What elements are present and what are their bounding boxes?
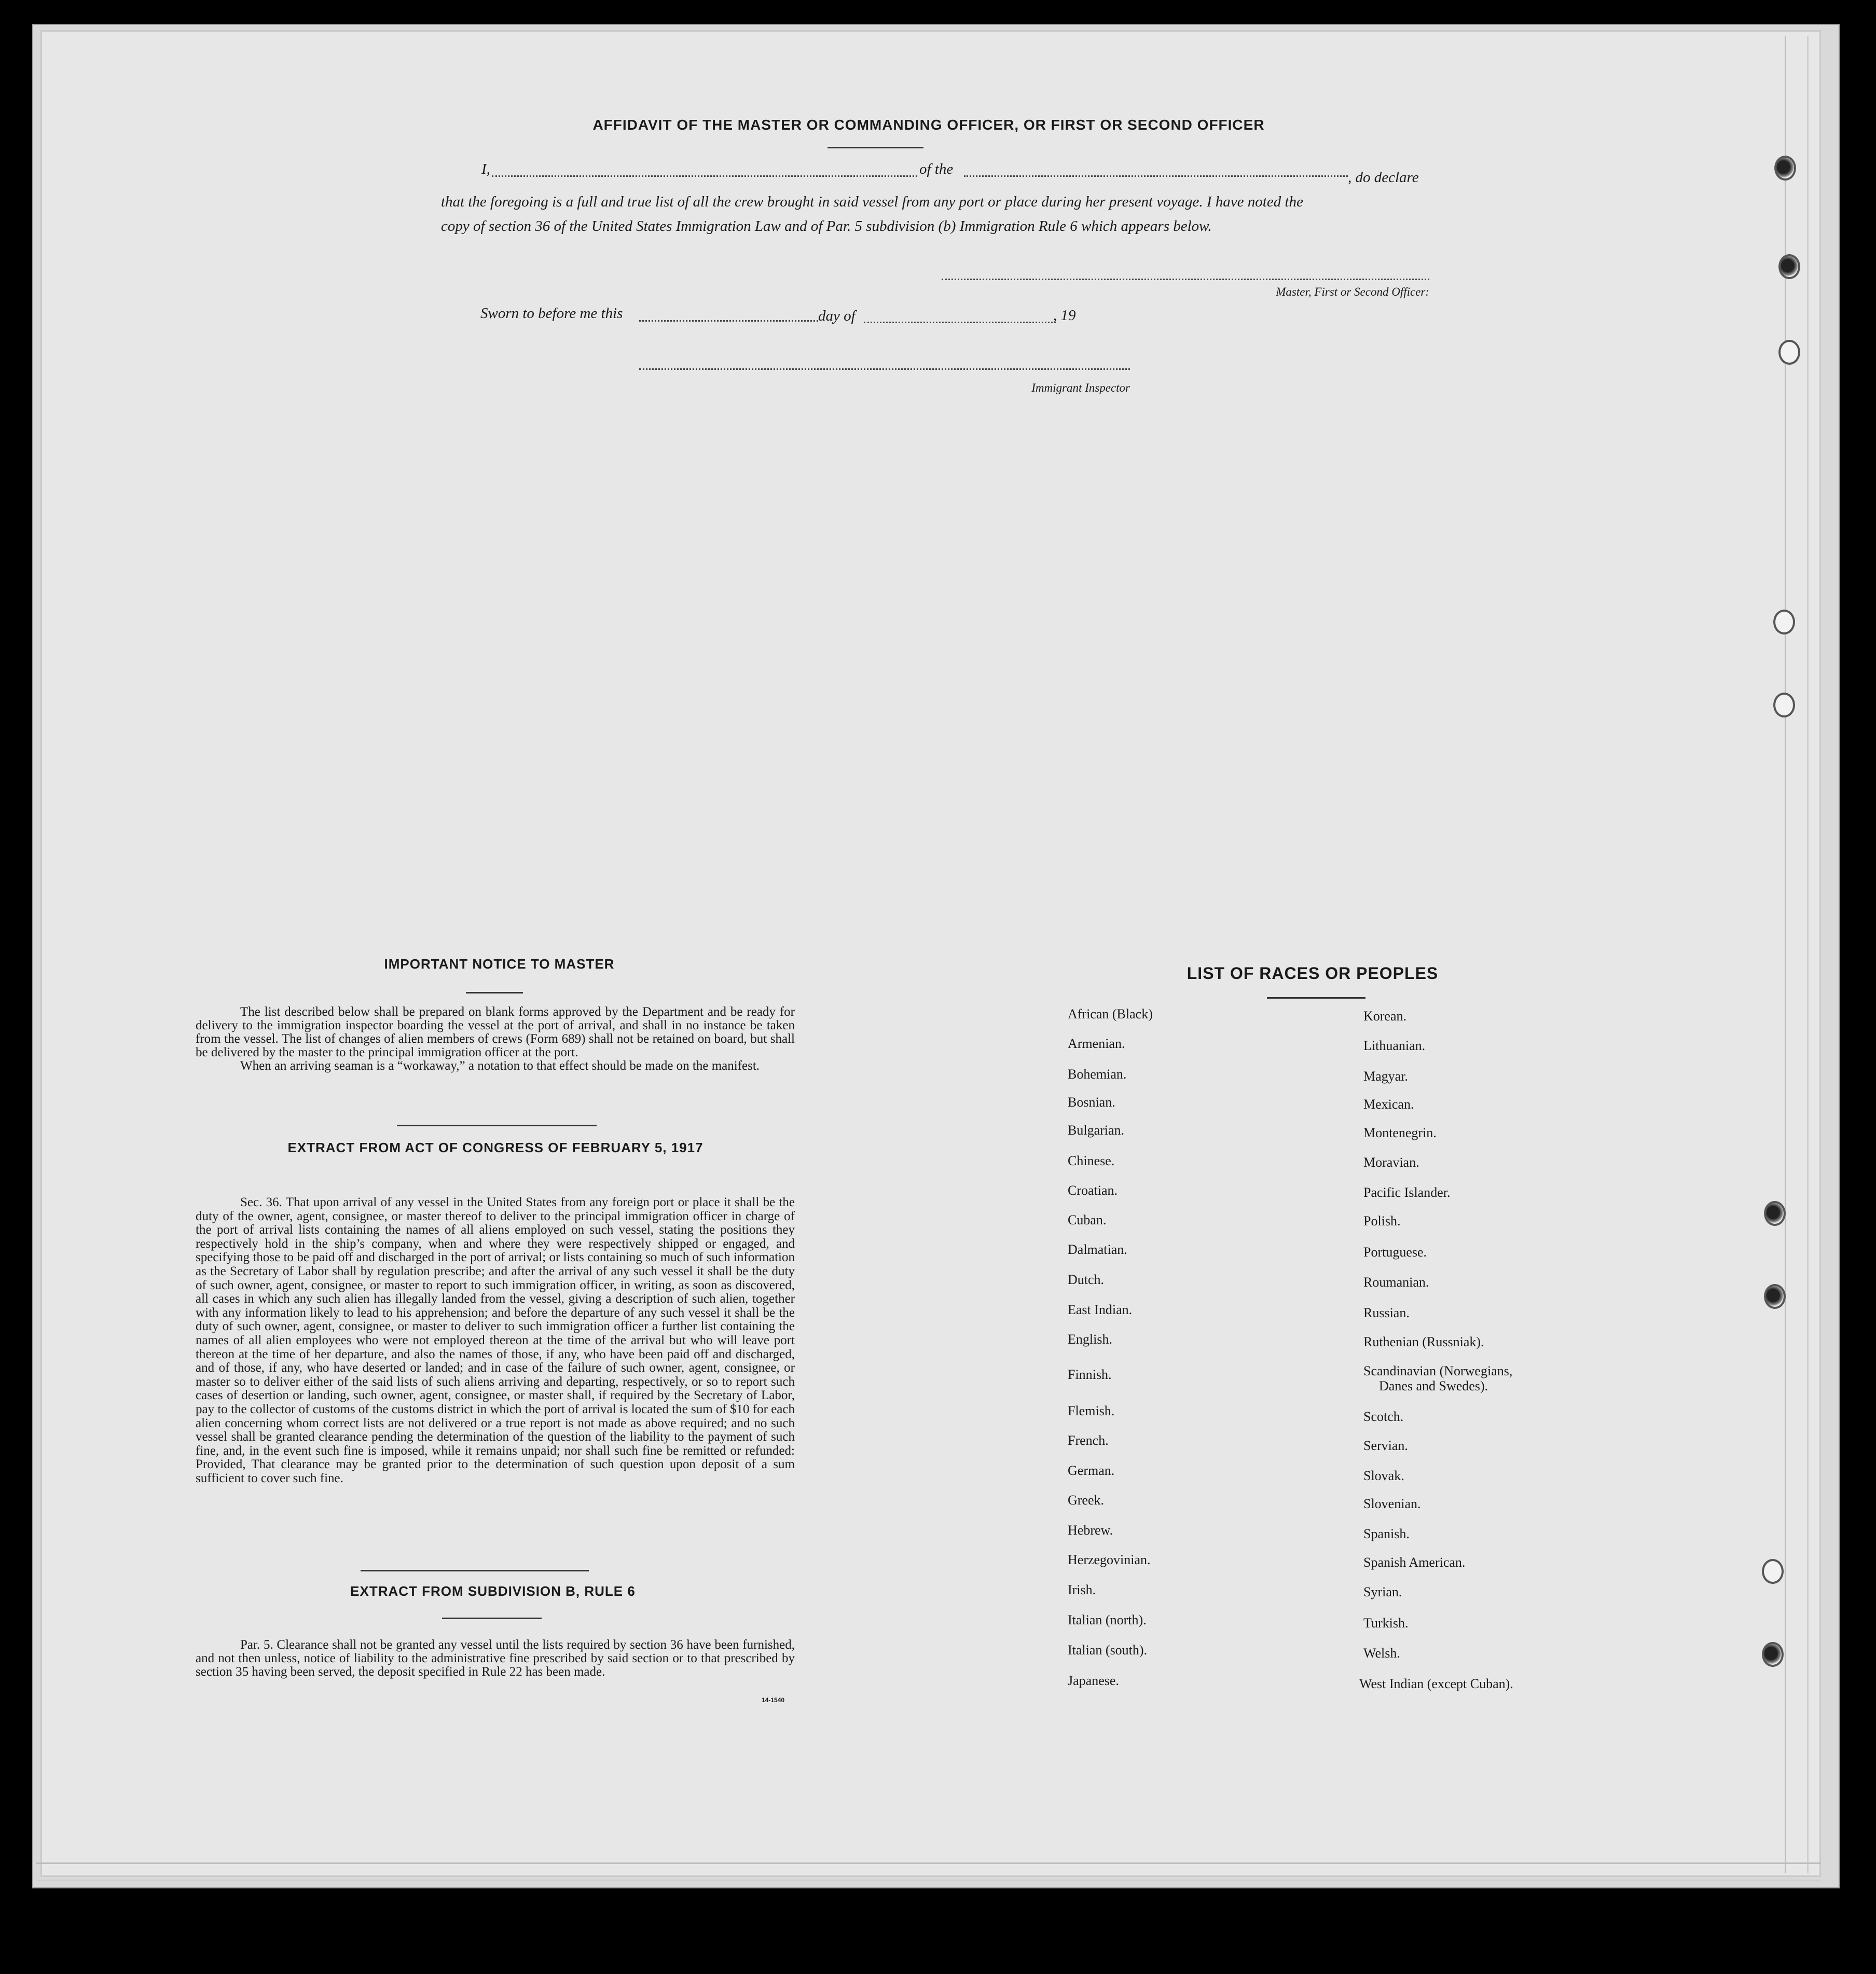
race-item: Roumanian.	[1363, 1275, 1429, 1290]
rule-body	[196, 1638, 795, 1679]
race-item: Ruthenian (Russniak).	[1363, 1334, 1484, 1349]
race-item: Italian (south).	[1068, 1642, 1148, 1658]
declare-label: , do declare	[1348, 169, 1419, 186]
sworn-label: Sworn to before me this	[480, 305, 623, 322]
page-edge	[1785, 36, 1809, 1873]
race-item: Dalmatian.	[1068, 1242, 1127, 1257]
sworn-day-field[interactable]	[639, 320, 818, 322]
race-item: Turkish.	[1363, 1616, 1409, 1631]
race-item: Portuguese.	[1363, 1245, 1427, 1260]
race-item: West Indian (except Cuban).	[1359, 1676, 1513, 1691]
races-divider	[1267, 997, 1365, 999]
act-title: EXTRACT FROM ACT OF CONGRESS OF FEBRUARY 5, 1917	[287, 1140, 703, 1155]
binder-hole-icon	[1773, 693, 1795, 717]
notice-title: IMPORTANT NOTICE TO MASTER	[384, 956, 615, 972]
race-item: Irish.	[1068, 1582, 1096, 1597]
affidavit-title: AFFIDAVIT OF THE MASTER OR COMMANDING OFFICER, OR FIRST OR SECOND OFFICER	[592, 117, 1265, 133]
race-item: Finnish.	[1068, 1367, 1112, 1382]
race-item: Mexican.	[1363, 1097, 1414, 1112]
inspector-caption: Immigrant Inspector	[1031, 381, 1130, 394]
race-item: Bosnian.	[1068, 1095, 1115, 1110]
race-item: Armenian.	[1068, 1036, 1125, 1051]
race-item: Spanish American.	[1363, 1555, 1466, 1570]
binder-hole-icon	[1762, 1642, 1784, 1667]
race-item: Bulgarian.	[1068, 1123, 1125, 1138]
notice-paragraph-2: When an arriving seaman is a “workaway,” a notation to that effect should be made on the manifest.	[240, 1059, 760, 1073]
race-item: Magyar.	[1363, 1069, 1408, 1084]
race-item: Dutch.	[1068, 1272, 1105, 1287]
race-item: Greek.	[1068, 1493, 1105, 1508]
race-item: Servian.	[1363, 1438, 1408, 1453]
race-item: Syrian.	[1363, 1584, 1402, 1599]
binder-hole-icon	[1764, 1284, 1786, 1309]
race-item: Flemish.	[1068, 1403, 1115, 1418]
race-item: East Indian.	[1068, 1302, 1133, 1317]
vessel-name-field[interactable]	[964, 175, 1348, 177]
act-section-36: Sec. 36. That upon arrival of any vessel in the United States from any foreign port or place it shall be the duty of the owner, agent, consignee, or master thereof to deliver to the principal immigration officer in charge of the port of arrival lists containing the names of all aliens employed on such vessel, stating the positions they respectively hold in the ship’s company, when and where they were respectively shipped or engaged, and specifying those to be paid off and discharged in the port of arrival; or lists containing so much of such information as the Secretary of Labor shall by regulation prescribe; and after the arrival of any such vessel it shall be the duty of such owner, agent, consignee, or master to report to such immigration officer, in writing, as soon as discovered, all cases in which any such alien has illegally landed from the vessel, giving a description of such alien, together with any information likely to lead to his apprehension; and before the departure of any such vessel it shall be the duty of such owner, agent, consignee, or master to deliver to such immigration officer a further list containing the names of all alien employees who were not employed thereon at the time of the arrival but who will leave port thereon at the time of her departure, and also the names of those, if any, who have been paid off and discharged, and of those, if any, who have deserted or landed; and in case of the failure of such owner, agent, consignee, or master so to deliver either of the said lists of such aliens arriving and departing, respectively, or so to report such cases of desertion or landing, such owner, agent, consignee, or master shall, if required by the Secretary of Labor, pay to the collector of customs of the customs district in which the port of arrival is located the sum of $10 for each alien concerning whom correct lists are not delivered or a true report is not made as above required; and no such vessel shall be granted clearance pending the determination of the question of the liability to the payment of such fine, and, in the event such fine is imposed, while it remains unpaid; nor shall such fine be remitted or refunded: Provided, That clearance may be granted prior to the determination of such question upon deposit of a sum sufficient to cover such fine.	[196, 1195, 795, 1485]
sworn-month-field[interactable]	[864, 322, 1056, 323]
officer-caption: Master, First or Second Officer:	[1276, 285, 1429, 298]
race-item: Bohemian.	[1068, 1067, 1127, 1082]
binder-hole-icon	[1764, 1201, 1786, 1226]
of-the-label: of the	[919, 161, 954, 177]
race-item: Herzegovinian.	[1068, 1552, 1151, 1567]
binder-hole-icon	[1774, 156, 1796, 181]
race-item: Croatian.	[1068, 1183, 1118, 1198]
officer-signature-field[interactable]	[942, 279, 1429, 280]
race-item: Korean.	[1363, 1009, 1407, 1024]
race-item: African (Black)	[1068, 1006, 1153, 1021]
race-item: French.	[1068, 1433, 1109, 1448]
race-item: Slovak.	[1363, 1468, 1404, 1483]
race-item: Spanish.	[1363, 1526, 1410, 1541]
year-label: , 19	[1053, 307, 1076, 324]
notice-body	[196, 1005, 795, 1073]
races-title: LIST OF RACES OR PEOPLES	[1187, 964, 1439, 983]
binder-hole-icon	[1778, 340, 1800, 365]
page-bottom-edge	[36, 1862, 1821, 1881]
race-item: Italian (north).	[1068, 1612, 1147, 1627]
race-item: Scandinavian (Norwegians,	[1363, 1363, 1513, 1378]
race-item: Scotch.	[1363, 1409, 1404, 1424]
rule-title-divider	[442, 1618, 542, 1619]
race-item: Hebrew.	[1068, 1523, 1113, 1538]
rule-divider	[361, 1570, 589, 1571]
race-item: Pacific Islander.	[1363, 1185, 1451, 1200]
race-item: Slovenian.	[1363, 1496, 1421, 1511]
binder-hole-icon	[1778, 254, 1800, 279]
race-item: Polish.	[1363, 1213, 1401, 1228]
binder-hole-icon	[1773, 610, 1795, 634]
race-item: Moravian.	[1363, 1155, 1419, 1170]
rule-title: EXTRACT FROM SUBDIVISION B, RULE 6	[350, 1583, 636, 1599]
document-page	[40, 30, 1821, 1877]
section-divider	[397, 1125, 597, 1126]
race-item: Montenegrin.	[1363, 1125, 1437, 1140]
notice-paragraph-1: The list described below shall be prepared on blank forms approved by the Department and be ready for delivery to the immigration inspector boarding the vessel at the port of arrival, and shall in no instance be taken from the vessel. The list of changes of alien members of crews (Form 689) shall not be retained on board, but shall be delivered by the master to the principal immigration officer at the port.	[196, 1005, 795, 1059]
race-item: Lithuanian.	[1363, 1038, 1426, 1053]
inspector-signature-field[interactable]	[639, 368, 1130, 370]
race-item: Cuban.	[1068, 1212, 1107, 1227]
title-divider	[827, 147, 923, 148]
day-of-label: day of	[818, 308, 856, 324]
race-item: German.	[1068, 1463, 1115, 1478]
affiant-label: I,	[481, 161, 490, 177]
affidavit-line-2: that the foregoing is a full and true list of all the crew brought in said vessel from any port or place during her present voyage. I have noted the	[441, 194, 1303, 210]
race-item: Chinese.	[1068, 1153, 1115, 1168]
race-item: Danes and Swedes).	[1379, 1378, 1488, 1393]
form-number: 14-1540	[762, 1696, 785, 1704]
affiant-name-field[interactable]	[492, 175, 917, 177]
binder-hole-icon	[1762, 1559, 1784, 1584]
race-item: Japanese.	[1068, 1673, 1119, 1688]
affidavit-line-3: copy of section 36 of the United States Immigration Law and of Par. 5 subdivision (b) Immigration Rule 6 which appears below.	[441, 218, 1212, 234]
act-body	[196, 1196, 795, 1485]
race-item: Welsh.	[1363, 1646, 1400, 1661]
race-item: English.	[1068, 1332, 1112, 1347]
notice-divider	[466, 992, 523, 993]
race-item: Russian.	[1363, 1305, 1410, 1320]
rule-paragraph: Par. 5. Clearance shall not be granted any vessel until the lists required by section 36 have been furnished, and not then unless, notice of liability to the administrative fine prescribed by said section or to that prescribed by section 35 having been served, the deposit specified in Rule 22 has been made.	[196, 1638, 795, 1679]
